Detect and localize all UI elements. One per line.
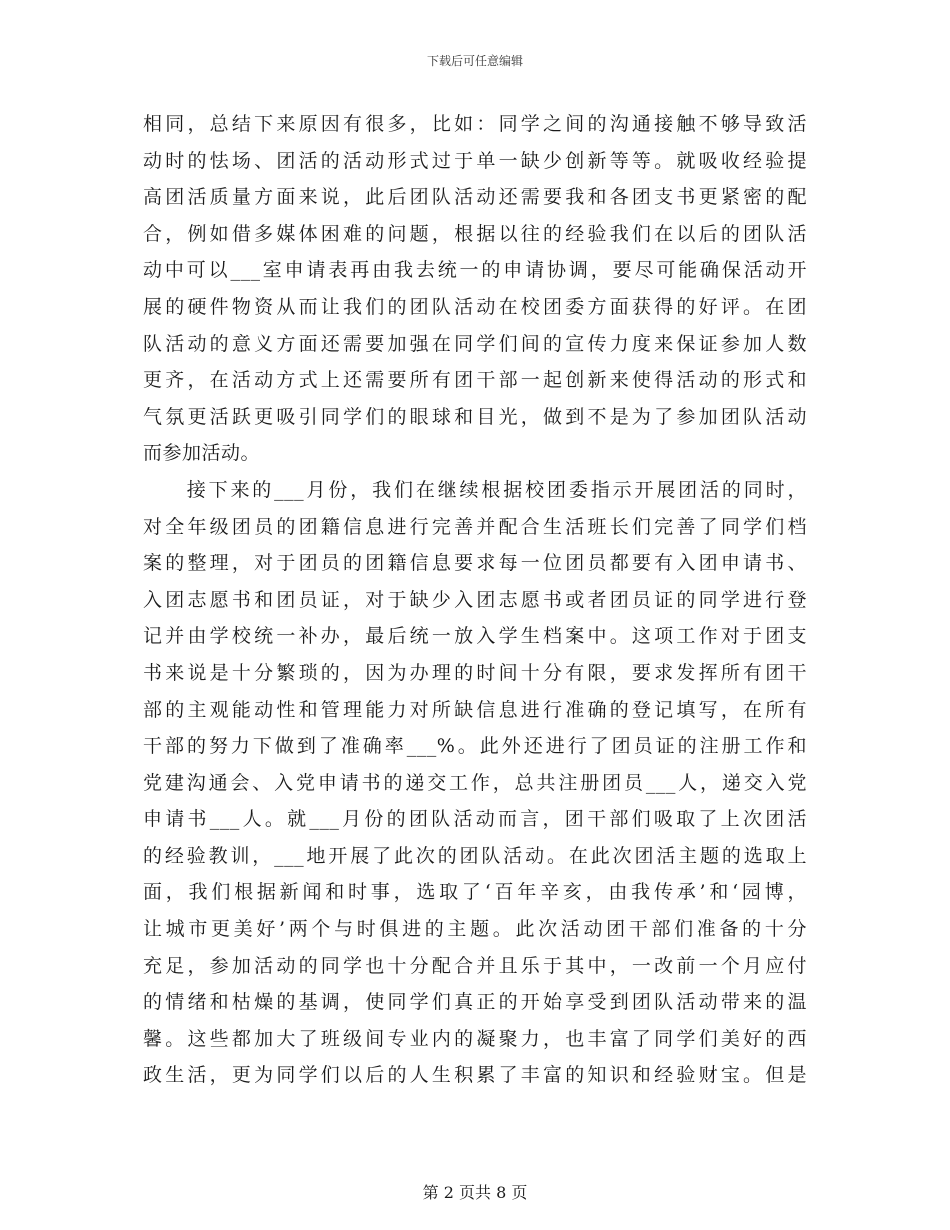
text-line: 入团志愿书和团员证，对于缺少入团志愿书或者团员证的同学进行登 bbox=[143, 588, 807, 611]
text-line: 让城市更美好’两个与时俱进的主题。此次活动团干部们准备的十分 bbox=[143, 918, 807, 941]
document-body bbox=[143, 106, 807, 1094]
text-line: 党建沟通会、入党申请书的递交工作，总共注册团员___人，递交入党 bbox=[143, 771, 807, 794]
text-line: 申请书___人。就___月份的团队活动而言，团干部们吸取了上次团活 bbox=[143, 808, 807, 831]
text-line: 更齐，在活动方式上还需要所有团干部一起创新来使得活动的形式和 bbox=[143, 369, 807, 392]
text-line: 面，我们根据新闻和时事，选取了‘百年辛亥，由我传承’和‘园博， bbox=[143, 881, 807, 904]
text-line: 展的硬件物资从而让我们的团队活动在校团委方面获得的好评。在团 bbox=[143, 295, 807, 318]
text-line: 动中可以___室申请表再由我去统一的申请协调，要尽可能确保活动开 bbox=[143, 259, 807, 282]
text-line: 充足，参加活动的同学也十分配合并且乐于其中，一改前一个月应付 bbox=[143, 954, 807, 977]
text-line: 干部的努力下做到了准确率___%。此外还进行了团员证的注册工作和 bbox=[143, 735, 807, 758]
text-line: 队活动的意义方面还需要加强在同学们间的宣传力度来保证参加人数 bbox=[143, 332, 807, 355]
text-line: 记并由学校统一补办，最后统一放入学生档案中。这项工作对于团支 bbox=[143, 625, 807, 648]
text-line: 书来说是十分繁琐的，因为办理的时间十分有限，要求发挥所有团干 bbox=[143, 661, 807, 684]
text-line: 案的整理，对于团员的团籍信息要求每一位团员都要有入团申请书、 bbox=[143, 552, 807, 575]
text-line: 政生活，更为同学们以后的人生积累了丰富的知识和经验财宝。但是 bbox=[143, 1064, 807, 1087]
text-line: 动时的怯场、团活的活动形式过于单一缺少创新等等。就吸收经验提 bbox=[143, 149, 807, 172]
paragraph-2 bbox=[143, 472, 807, 1094]
text-line: 合，例如借多媒体困难的问题，根据以往的经验我们在以后的团队活 bbox=[143, 222, 807, 245]
page-number: 第 2 页共 8 页 bbox=[422, 1183, 528, 1202]
text-line: 对全年级团员的团籍信息进行完善并配合生活班长们完善了同学们档 bbox=[143, 515, 807, 538]
text-line: 高团活质量方面来说，此后团队活动还需要我和各团支书更紧密的配 bbox=[143, 186, 807, 209]
text-line: 气氛更活跃更吸引同学们的眼球和目光，做到不是为了参加团队活动 bbox=[143, 405, 807, 428]
text-line: 接下来的___月份，我们在继续根据校团委指示开展团活的同时， bbox=[143, 478, 807, 501]
page-header: 下载后可任意编辑 bbox=[426, 54, 523, 68]
paragraph-1 bbox=[143, 106, 807, 472]
text-line: 的情绪和枯燥的基调，使同学们真正的开始享受到团队活动带来的温 bbox=[143, 991, 807, 1014]
text-line: 相同，总结下来原因有很多，比如：同学之间的沟通接触不够导致活 bbox=[143, 113, 807, 135]
text-line: 馨。这些都加大了班级间专业内的凝聚力，也丰富了同学们美好的西 bbox=[143, 1027, 807, 1050]
text-line: 部的主观能动性和管理能力对所缺信息进行准确的登记填写，在所有 bbox=[143, 698, 807, 721]
text-line: 的经验教训，___地开展了此次的团队活动。在此次团活主题的选取上 bbox=[143, 844, 807, 867]
text-line: 而参加活动。 bbox=[143, 442, 261, 465]
